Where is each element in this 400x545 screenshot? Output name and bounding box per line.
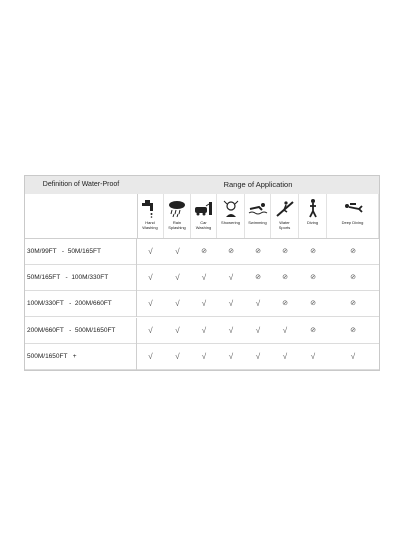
prohibited-icon: ⊘	[282, 248, 288, 255]
check-icon: √	[228, 299, 234, 309]
check-icon: √	[255, 351, 261, 361]
check-icon: √	[282, 351, 288, 361]
shower-icon	[220, 197, 242, 219]
check-icon: √	[310, 351, 316, 361]
check-icon: √	[148, 247, 153, 256]
check-icon: √	[255, 299, 261, 309]
application-hand-washing	[137, 194, 164, 238]
application-deep-diving	[327, 194, 379, 238]
application-label: Rain Splashing	[168, 220, 186, 230]
definition-heading: Definition of Water-Proof	[42, 181, 120, 188]
application-label: Hand Washing	[142, 220, 158, 230]
check-icon: √	[175, 273, 180, 283]
check-icon: √	[255, 325, 261, 335]
surfing-icon	[274, 197, 296, 219]
prohibited-icon: ⊘	[350, 300, 356, 308]
application-label: Water Sports	[278, 220, 291, 230]
table-row	[25, 291, 379, 317]
prohibited-icon: ⊘	[255, 248, 261, 255]
application-label: Deep Diving	[341, 220, 364, 225]
prohibited-icon: ⊘	[350, 326, 356, 334]
check-icon: √	[228, 351, 234, 361]
faucet-icon	[139, 197, 161, 219]
check-icon: √	[282, 325, 288, 335]
check-icon: √	[148, 299, 153, 309]
prohibited-icon: ⊘	[310, 300, 316, 308]
prohibited-icon: ⊘	[310, 248, 316, 255]
prohibited-icon: ⊘	[282, 300, 288, 308]
car-wash-icon	[193, 197, 215, 219]
check-icon: √	[350, 351, 356, 361]
check-icon: √	[201, 273, 207, 283]
prohibited-icon: ⊘	[310, 274, 316, 282]
depth-range-label: 30M/99FT - 50M/165FT	[25, 239, 137, 265]
prohibited-icon: ⊘	[282, 274, 288, 282]
prohibited-icon: ⊘	[310, 326, 316, 334]
swimmer-icon	[247, 197, 269, 219]
check-icon: √	[201, 325, 207, 335]
application-label: Diving	[306, 220, 319, 225]
rain-cloud-icon	[166, 197, 188, 219]
check-icon: √	[175, 247, 180, 256]
table-row	[25, 265, 379, 291]
check-icon: √	[175, 325, 180, 335]
application-water-sports	[271, 194, 299, 238]
table-row	[25, 318, 379, 344]
application-label: Swimming	[248, 220, 267, 225]
range-heading: Range of Application	[223, 180, 293, 189]
depth-range-label: 200M/660FT - 500M/1650FT	[25, 318, 137, 344]
check-icon: √	[175, 351, 180, 361]
application-swimming	[245, 194, 271, 238]
prohibited-icon: ⊘	[255, 274, 261, 282]
chart-header	[25, 176, 379, 195]
prohibited-icon: ⊘	[350, 274, 356, 282]
check-icon: √	[148, 273, 153, 283]
application-rain-splashing	[164, 194, 191, 238]
depth-range-label: 50M/165FT - 100M/330FT	[25, 265, 137, 291]
application-showering	[217, 194, 245, 238]
table-row	[25, 344, 379, 370]
application-label: Showering	[221, 220, 240, 225]
check-icon: √	[228, 273, 234, 283]
deep-diver-icon	[342, 197, 364, 219]
prohibited-icon: ⊘	[228, 248, 234, 255]
diver-icon	[302, 197, 324, 219]
prohibited-icon: ⊘	[350, 248, 356, 255]
table-row	[25, 239, 379, 265]
application-icon-row	[25, 194, 379, 239]
check-icon: √	[148, 325, 153, 335]
prohibited-icon: ⊘	[201, 248, 207, 255]
depth-range-label: 100M/330FT - 200M/660FT	[25, 291, 137, 317]
waterproof-chart	[24, 175, 380, 371]
check-icon: √	[201, 351, 207, 361]
check-icon: √	[148, 351, 153, 361]
application-car-washing	[191, 194, 217, 238]
application-diving	[299, 194, 327, 238]
check-icon: √	[228, 325, 234, 335]
check-icon: √	[201, 299, 207, 309]
icon-row-blank-cell	[25, 194, 138, 238]
application-label: Car Washing	[195, 220, 212, 230]
check-icon: √	[175, 299, 180, 309]
depth-range-label: 500M/1650FT +	[25, 344, 137, 370]
